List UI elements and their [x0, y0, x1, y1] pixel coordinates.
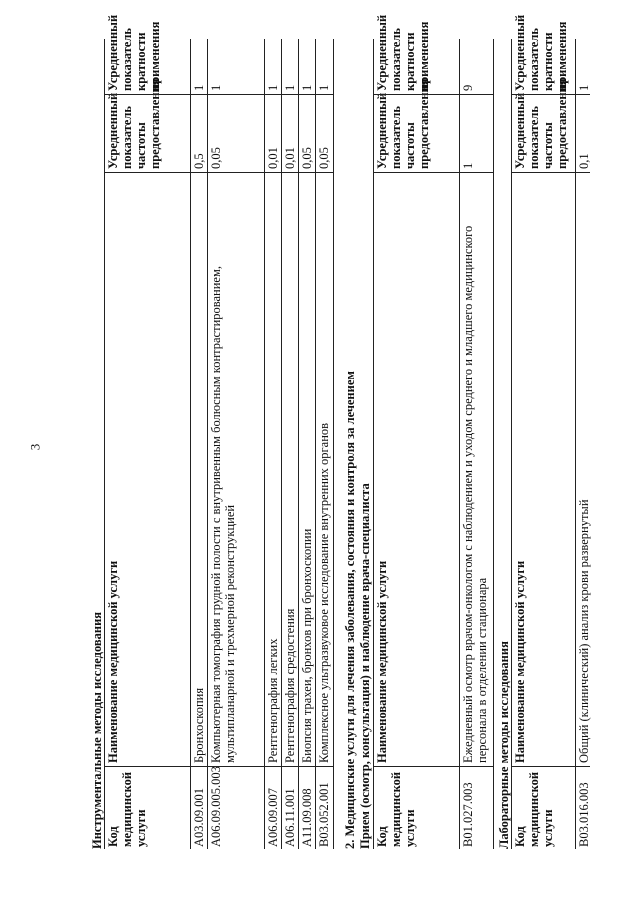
row-freq: 1 — [461, 162, 475, 169]
header-freq: Усредненный показатель частоты предоставления — [106, 78, 162, 169]
table-row — [461, 39, 491, 849]
section-title-instrumental: Инструментальные методы исследования — [90, 611, 104, 849]
row-freq: 0,01 — [266, 147, 280, 169]
subsection-title-consult: Прием (осмотр, консультация) и наблюдение врача-специалиста — [358, 483, 372, 849]
row-freq: 0,01 — [283, 147, 297, 169]
row-mult: 1 — [577, 84, 591, 91]
header-code: Код медицинской услуги — [375, 771, 417, 847]
header-freq: Усредненный показатель частоты предоставления — [513, 78, 569, 169]
page-number: 3 — [27, 443, 43, 451]
table-row — [266, 39, 280, 849]
header-name: Наименование медицинской услуги — [513, 560, 527, 763]
header-code: Код медицинской услуги — [513, 771, 555, 847]
row-code: A06.09.007 — [266, 787, 280, 847]
table-row — [192, 39, 206, 849]
row-code: A06.11.001 — [283, 788, 297, 847]
header-freq: Усредненный показатель частоты предоставления — [375, 78, 431, 169]
table-row — [283, 39, 297, 849]
row-name: Биопсия трахеи, бронхов при бронхоскопии — [300, 528, 314, 763]
row-name: Общий (клинический) анализ крови развернутый — [577, 499, 591, 763]
header-mult: Усредненный показатель кратности применения — [375, 14, 431, 91]
row-mult: 1 — [266, 84, 280, 91]
row-code: B01.027.003 — [461, 782, 475, 847]
row-code: B03.016.003 — [577, 782, 591, 847]
row-name: Рентгенография средостения — [283, 608, 297, 763]
row-mult: 1 — [283, 84, 297, 91]
table-row — [300, 39, 314, 849]
row-name: Бронхоскопия — [192, 687, 206, 763]
header-code: Код медицинской услуги — [106, 771, 148, 847]
row-name: Комплексное ультразвуковое исследование внутренних органов — [317, 422, 331, 763]
row-freq: 0,05 — [209, 147, 223, 169]
header-mult: Усредненный показатель кратности применения — [513, 14, 569, 91]
row-name: Компьютерная томография грудной полости с внутривенным болюсным контрастированием, мультипланарной и трехмерной реконструкцией — [209, 265, 237, 763]
row-code: A06.09.005.003 — [209, 766, 223, 847]
table-header — [106, 14, 188, 849]
row-freq: 0,1 — [577, 153, 591, 169]
row-mult: 1 — [300, 84, 314, 91]
header-name: Наименование медицинской услуги — [106, 560, 120, 763]
header-mult: Усредненный показатель кратности применения — [106, 14, 162, 91]
row-name: Ежедневный осмотр врачом-онкологом с наблюдением и уходом среднего и младшего медицинского персонала в отделении стационара — [461, 225, 489, 763]
row-code: B03.052.001 — [317, 782, 331, 847]
row-code: A03.09.001 — [192, 787, 206, 847]
section-title-lab: Лабораторные методы исследования — [497, 641, 511, 849]
row-mult: 1 — [192, 84, 206, 91]
table-row — [317, 39, 331, 849]
row-mult: 1 — [209, 84, 223, 91]
table-row — [209, 39, 263, 849]
row-code: A11.09.008 — [300, 788, 314, 847]
row-name: Рентгенография легких — [266, 638, 280, 763]
table-header — [513, 14, 575, 849]
document-sheet — [90, 14, 591, 849]
row-mult: 1 — [317, 84, 331, 91]
table-header — [375, 14, 457, 849]
header-name: Наименование медицинской услуги — [375, 560, 389, 763]
table-row — [577, 39, 591, 849]
row-mult: 9 — [461, 84, 475, 91]
section-title-treatment: 2. Медицинские услуги для лечения заболевания, состояния и контроля за лечением — [343, 371, 357, 849]
row-freq: 0,5 — [192, 153, 206, 169]
row-freq: 0,05 — [300, 147, 314, 169]
row-freq: 0,05 — [317, 147, 331, 169]
